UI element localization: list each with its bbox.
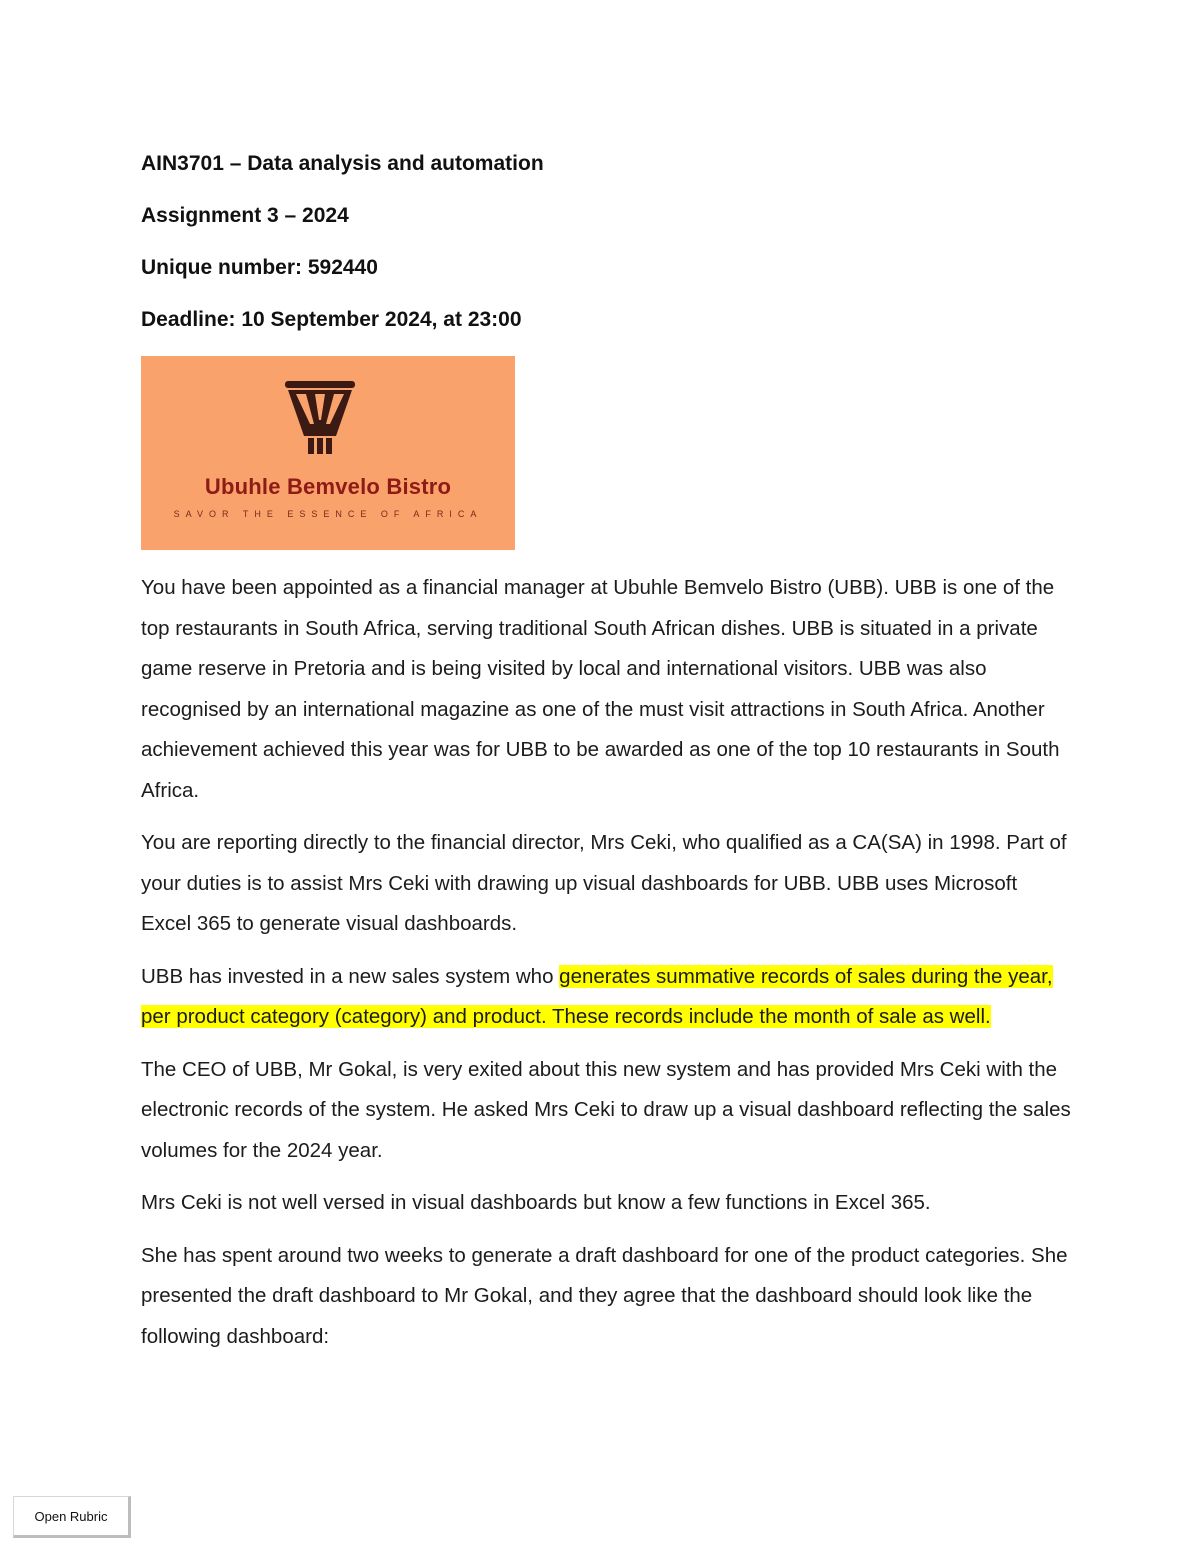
logo-tagline: SAVOR THE ESSENCE OF AFRICA [173, 509, 483, 519]
unique-number: Unique number: 592440 [141, 256, 378, 279]
highlighted-text: generates summative records of sales during the year, per product category (category) and product. These records include the month of sale as well. [141, 964, 1053, 1028]
paragraph-sales-system [141, 957, 1071, 1038]
open-rubric-button[interactable]: Open Rubric [13, 1496, 131, 1538]
sales-system-text: UBB has invested in a new sales system who [141, 964, 560, 988]
paragraph-ceo: The CEO of UBB, Mr Gokal, is very exited about this new system and has provided Mrs Ceki with the electronic records of the system. He asked Mrs Ceki to draw up a visual dashboard reflecting the sales volumes for the 2024 year. [141, 1057, 1071, 1162]
paragraph-intro: You have been appointed as a financial manager at Ubuhle Bemvelo Bistro (UBB). UBB is one of the top restaurants in South Africa, serving traditional South African dishes. UBB is situated in a private game reserve in Pretoria and is being visited by local and international visitors. UBB was also recognised by an international magazine as one of the must visit attractions in South Africa. Another achievement achieved this year was for UBB to be awarded as one of the top 10 restaurants in South Africa. [141, 576, 1060, 802]
logo-name: Ubuhle Bemvelo Bistro [204, 474, 452, 499]
document-page [141, 148, 1071, 1369]
assignment-title: Assignment 3 – 2024 [141, 204, 349, 227]
bistro-logo [141, 356, 515, 550]
deadline: Deadline: 10 September 2024, at 23:00 [141, 308, 522, 331]
paragraph-draft-dashboard: She has spent around two weeks to generate a draft dashboard for one of the product categories. She presented the draft dashboard to Mr Gokal, and they agree that the dashboard should look like the following dashboard: [141, 1243, 1068, 1348]
course-title: AIN3701 – Data analysis and automation [141, 152, 544, 175]
drum-icon [284, 380, 372, 456]
paragraph-reporting: You are reporting directly to the financial director, Mrs Ceki, who qualified as a CA(SA) in 1998. Part of your duties is to assist Mrs Ceki with drawing up visual dashboards for UBB. UBB uses Microsoft Excel 365 to generate visual dashboards. [141, 831, 1067, 935]
paragraph-excel: Mrs Ceki is not well versed in visual dashboards but know a few functions in Excel 365. [141, 1191, 931, 1214]
